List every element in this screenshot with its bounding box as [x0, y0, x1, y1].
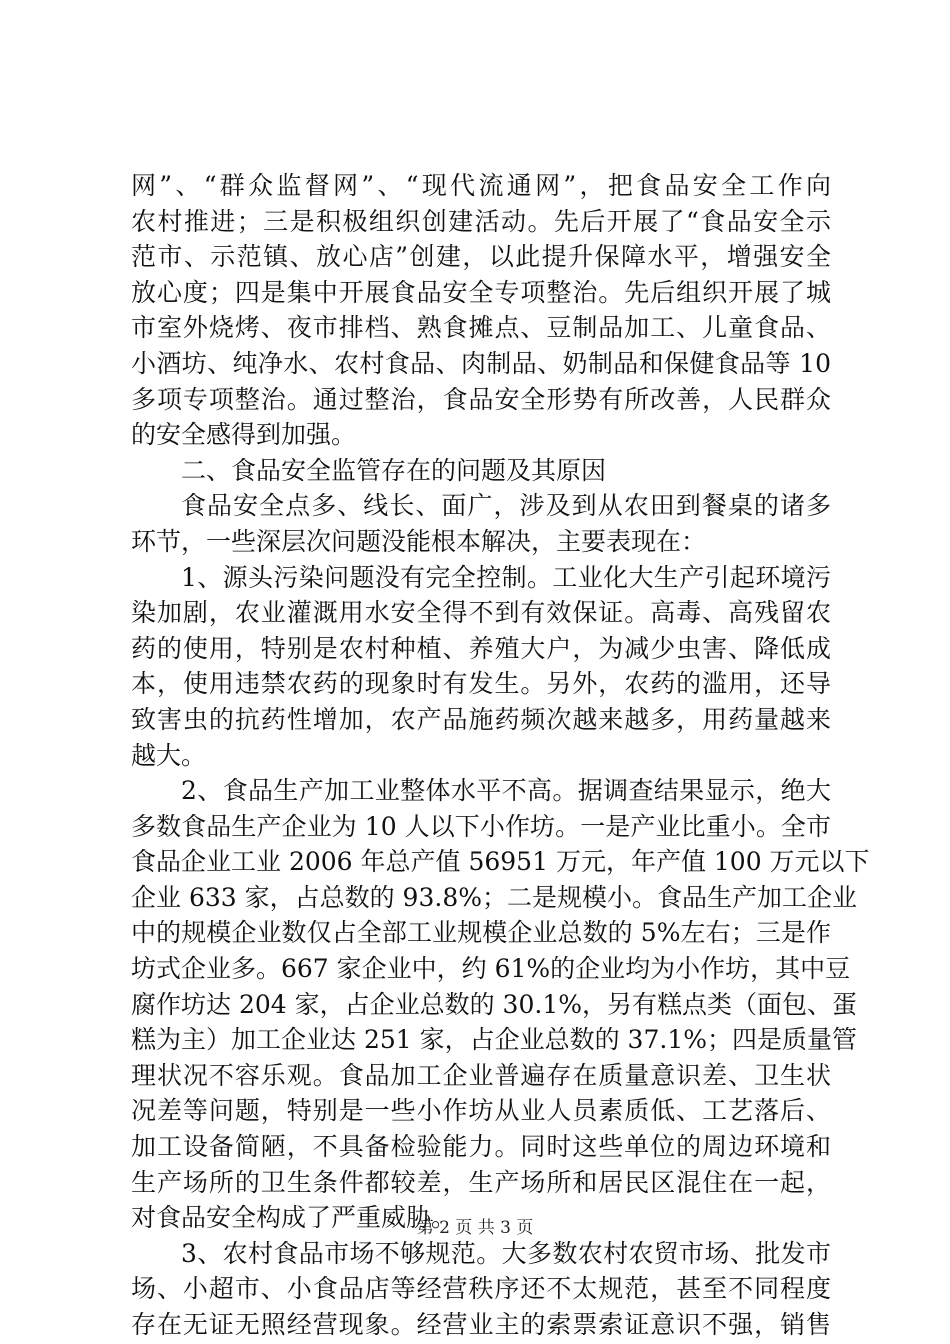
- text-line: 放心度；四是集中开展食品安全专项整治。先后组织开展了城: [131, 277, 831, 307]
- text-line: 范市、示范镇、放心店”创建，以此提升保障水平，增强安全: [131, 242, 831, 272]
- text-line: 环节，一些深层次问题没能根本解决，主要表现在：: [131, 526, 707, 556]
- text-line: 中的规模企业数仅占全部工业规模企业总数的 5%左右；三是作: [131, 918, 831, 948]
- body-text: [131, 168, 870, 1343]
- paragraph-p-item-2: [131, 773, 870, 1236]
- text-line: 理状况不容乐观。食品加工企业普遍存在质量意识差、卫生状: [131, 1060, 831, 1090]
- paragraph-p-intro: [131, 488, 831, 559]
- text-line: 网”、“群众监督网”、“现代流通网”，把食品安全工作向: [131, 171, 831, 200]
- text-line: 况差等问题，特别是一些小作坊从业人员素质低、工艺落后、: [131, 1096, 831, 1126]
- text-line: 药的使用，特别是农村种植、养殖大户，为减少虫害、降低成: [131, 633, 831, 663]
- page-footer: 第 2 页 共 3 页: [416, 1218, 534, 1238]
- text-line: 食品企业工业 2006 年总产值 56951 万元，年产值 100 万元以下: [131, 847, 870, 877]
- text-line: 坊式企业多。667 家企业中，约 61%的企业均为小作坊，其中豆: [131, 954, 851, 984]
- text-line: 对食品安全构成了严重威胁。: [131, 1203, 457, 1233]
- text-line: 本，使用违禁农药的现象时有发生。另外，农药的滥用，还导: [131, 669, 831, 699]
- text-line: 3、农村食品市场不够规范。大多数农村农贸市场、批发市: [181, 1238, 831, 1268]
- text-line: 小酒坊、纯净水、农村食品、肉制品、奶制品和保健食品等 10: [131, 348, 831, 378]
- text-line: 企业 633 家，占总数的 93.8%；二是规模小。食品生产加工企业: [131, 882, 857, 912]
- paragraph-p-item-3: [131, 1236, 831, 1343]
- text-line: 腐作坊达 204 家，占企业总数的 30.1%，另有糕点类（面包、蛋: [131, 989, 857, 1019]
- text-line: 越大。: [131, 740, 207, 770]
- text-line: 的安全感得到加强。: [131, 420, 357, 450]
- text-line: 存在无证无照经营现象。经营业主的索票索证意识不强，销售: [131, 1310, 831, 1339]
- text-line: 糕为主）加工企业达 251 家，占企业总数的 37.1%；四是质量管: [131, 1025, 857, 1055]
- paragraph-heading-2: [131, 453, 831, 489]
- text-line: 市室外烧烤、夜市排档、熟食摊点、豆制品加工、儿童食品、: [131, 313, 831, 343]
- paragraph-p-item-1: [131, 560, 831, 774]
- paragraph-p1-continued: [131, 168, 831, 453]
- text-line: 场、小超市、小食品店等经营秩序还不太规范，甚至不同程度: [131, 1274, 831, 1304]
- text-line: 农村推进；三是积极组织创建活动。先后开展了“食品安全示: [131, 206, 831, 236]
- text-line: 染加剧，农业灌溉用水安全得不到有效保证。高毒、高残留农: [131, 598, 831, 628]
- text-line: 1、源头污染问题没有完全控制。工业化大生产引起环境污: [181, 562, 831, 592]
- text-line: 食品安全点多、线长、面广，涉及到从农田到餐桌的诸多: [181, 491, 831, 521]
- text-line: 生产场所的卫生条件都较差，生产场所和居民区混住在一起，: [131, 1167, 831, 1197]
- text-line: 多项专项整治。通过整治，食品安全形势有所改善，人民群众: [131, 384, 831, 414]
- text-line: 二、食品安全监管存在的问题及其原因: [181, 455, 607, 485]
- text-line: 2、食品生产加工业整体水平不高。据调查结果显示，绝大: [181, 776, 831, 806]
- text-line: 加工设备简陋，不具备检验能力。同时这些单位的周边环境和: [131, 1132, 831, 1162]
- text-line: 多数食品生产企业为 10 人以下小作坊。一是产业比重小。全市: [131, 811, 831, 841]
- text-line: 致害虫的抗药性增加，农产品施药频次越来越多，用药量越来: [131, 704, 831, 734]
